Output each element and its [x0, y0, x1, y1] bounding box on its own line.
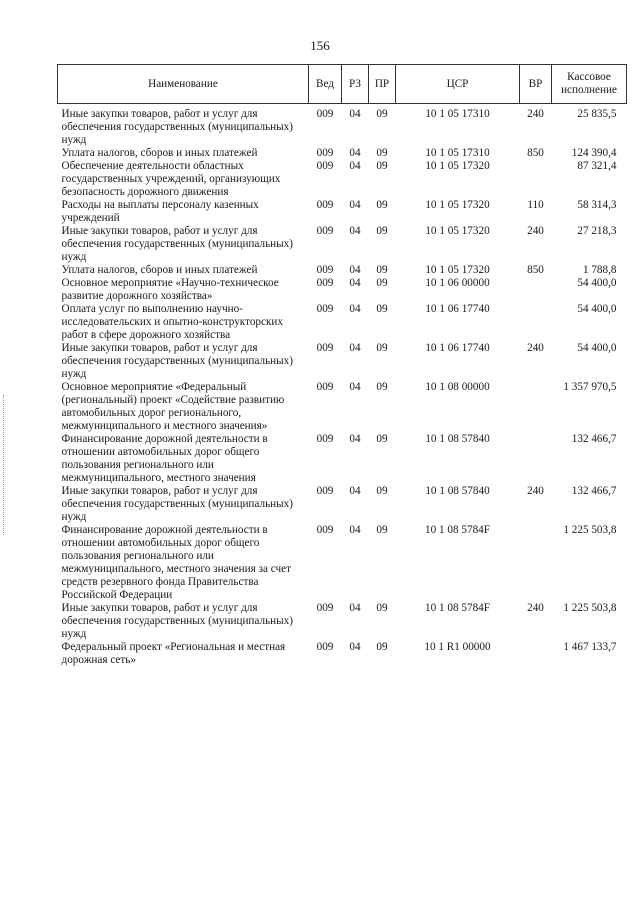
cell-sum: 27 218,3	[577, 225, 617, 237]
cell-pr: 09	[376, 485, 388, 497]
cell-name: Финансирование дорожной деятельности в отношении автомобильных дорог общего пользования регионального или межмуниципального, местного значения за счет средств резервного фонда Правительства Российской Федерации	[61, 524, 292, 601]
cell-ved: 009	[316, 147, 334, 159]
cell-vr	[520, 641, 552, 667]
header-rz: РЗ	[342, 65, 369, 104]
cell-pr: 09	[376, 381, 388, 393]
cell-name: Федеральный проект «Региональная и местная дорожная сеть»	[61, 641, 286, 666]
cell-sum: 58 314,3	[577, 199, 617, 211]
cell-ved: 009	[316, 524, 334, 536]
budget-table	[57, 64, 627, 667]
cell-name: Уплата налогов, сборов и иных платежей	[61, 264, 258, 276]
cell-sum: 54 400,0	[577, 303, 617, 315]
cell-sum: 25 835,5	[577, 108, 617, 120]
header-ved: Вед	[309, 65, 342, 104]
table-body	[58, 104, 627, 668]
cell-csr: 10 1 05 17320	[425, 264, 490, 276]
table-row	[58, 342, 627, 381]
cell-rz: 04	[349, 485, 361, 497]
cell-rz: 04	[349, 264, 361, 276]
cell-sum: 1 225 503,8	[563, 524, 617, 536]
cell-vr: 240	[527, 485, 544, 497]
cell-ved: 009	[316, 485, 334, 497]
cell-ved: 009	[316, 108, 334, 120]
cell-csr: 10 1 08 57840	[425, 433, 490, 445]
cell-vr	[520, 433, 552, 485]
table-row	[58, 225, 627, 264]
cell-sum: 54 400,0	[577, 342, 617, 354]
table-row	[58, 524, 627, 602]
cell-csr: 10 1 06 17740	[425, 342, 490, 354]
cell-name: Иные закупки товаров, работ и услуг для обеспечения государственных (муниципальных) нужд	[61, 108, 293, 146]
cell-ved: 009	[316, 381, 334, 393]
cell-ved: 009	[316, 342, 334, 354]
cell-vr	[520, 277, 552, 303]
cell-ved: 009	[316, 225, 334, 237]
cell-pr: 09	[376, 199, 388, 211]
cell-name: Финансирование дорожной деятельности в отношении автомобильных дорог общего пользования регионального или межмуниципального, местного значения	[61, 433, 268, 484]
cell-ved: 009	[316, 264, 334, 276]
cell-pr: 09	[376, 147, 388, 159]
cell-rz: 04	[349, 303, 361, 315]
cell-name: Обеспечение деятельности областных государственных учреждений, организующих безопасность дорожного движения	[61, 160, 281, 198]
header-csr: ЦСР	[396, 65, 520, 104]
cell-rz: 04	[349, 147, 361, 159]
cell-csr: 10 1 05 17310	[425, 147, 490, 159]
cell-pr: 09	[376, 264, 388, 276]
cell-rz: 04	[349, 225, 361, 237]
table-row	[58, 264, 627, 277]
cell-csr: 10 1 08 57840	[425, 485, 490, 497]
cell-sum: 54 400,0	[577, 277, 617, 289]
cell-rz: 04	[349, 199, 361, 211]
cell-vr: 850	[527, 147, 544, 159]
cell-sum: 87 321,4	[577, 160, 617, 172]
cell-vr: 110	[527, 199, 544, 211]
cell-csr: 10 1 05 17320	[425, 225, 490, 237]
table-row	[58, 160, 627, 199]
table-row	[58, 381, 627, 433]
cell-name: Иные закупки товаров, работ и услуг для обеспечения государственных (муниципальных) нужд	[61, 602, 293, 640]
cell-rz: 04	[349, 108, 361, 120]
cell-vr	[520, 524, 552, 602]
cell-sum: 1 788,8	[582, 264, 617, 276]
table-row	[58, 641, 627, 667]
cell-csr: 10 1 08 5784F	[425, 602, 490, 614]
header-vr: ВР	[520, 65, 552, 104]
cell-name: Иные закупки товаров, работ и услуг для обеспечения государственных (муниципальных) нужд	[61, 225, 293, 263]
cell-pr: 09	[376, 303, 388, 315]
table-row	[58, 303, 627, 342]
cell-sum: 132 466,7	[571, 485, 617, 497]
cell-csr: 10 1 06 17740	[425, 303, 490, 315]
cell-pr: 09	[376, 641, 388, 653]
cell-csr: 10 1 05 17320	[425, 160, 490, 172]
cell-pr: 09	[376, 433, 388, 445]
cell-name: Оплата услуг по выполнению научно-исследовательских и опытно-конструкторских работ в сфере дорожного хозяйства	[61, 303, 283, 341]
cell-pr: 09	[376, 342, 388, 354]
cell-pr: 09	[376, 160, 388, 172]
margin-mark	[3, 395, 8, 535]
cell-pr: 09	[376, 602, 388, 614]
cell-rz: 04	[349, 342, 361, 354]
table-row	[58, 147, 627, 160]
header-sum: Кассовое исполнение	[552, 65, 627, 104]
cell-vr: 240	[527, 108, 544, 120]
cell-rz: 04	[349, 602, 361, 614]
cell-sum: 1 225 503,8	[563, 602, 617, 614]
page-number: 156	[310, 38, 330, 53]
cell-rz: 04	[349, 381, 361, 393]
cell-pr: 09	[376, 524, 388, 536]
table-row	[58, 602, 627, 641]
table-row	[58, 433, 627, 485]
table-row	[58, 104, 627, 148]
cell-ved: 009	[316, 602, 334, 614]
header-pr: ПР	[369, 65, 396, 104]
table-row	[58, 485, 627, 524]
cell-rz: 04	[349, 277, 361, 289]
cell-name: Уплата налогов, сборов и иных платежей	[61, 147, 258, 159]
cell-rz: 04	[349, 524, 361, 536]
cell-vr	[520, 381, 552, 433]
cell-vr: 240	[527, 342, 544, 354]
cell-ved: 009	[316, 199, 334, 211]
cell-vr	[520, 160, 552, 199]
cell-vr: 240	[527, 225, 544, 237]
cell-csr: 10 1 R1 00000	[424, 641, 491, 653]
cell-sum: 124 390,4	[571, 147, 617, 159]
cell-csr: 10 1 06 00000	[425, 277, 490, 289]
cell-rz: 04	[349, 641, 361, 653]
cell-vr: 850	[527, 264, 544, 276]
cell-sum: 132 466,7	[571, 433, 617, 445]
cell-name: Иные закупки товаров, работ и услуг для обеспечения государственных (муниципальных) нужд	[61, 485, 293, 523]
table-row	[58, 199, 627, 225]
cell-rz: 04	[349, 433, 361, 445]
cell-name: Основное мероприятие «Федеральный (региональный) проект «Содействие развитию автомобильных дорог регионального, межмуниципального и местного значения»	[61, 381, 285, 432]
header-name: Наименование	[58, 65, 309, 104]
cell-csr: 10 1 08 00000	[425, 381, 490, 393]
cell-sum: 1 357 970,5	[563, 381, 617, 393]
cell-name: Иные закупки товаров, работ и услуг для обеспечения государственных (муниципальных) нужд	[61, 342, 293, 380]
cell-ved: 009	[316, 303, 334, 315]
cell-pr: 09	[376, 108, 388, 120]
table-header	[58, 65, 627, 104]
cell-ved: 009	[316, 160, 334, 172]
cell-vr	[520, 303, 552, 342]
cell-csr: 10 1 05 17310	[425, 108, 490, 120]
cell-ved: 009	[316, 641, 334, 653]
table-row	[58, 277, 627, 303]
cell-rz: 04	[349, 160, 361, 172]
cell-csr: 10 1 05 17320	[425, 199, 490, 211]
cell-name: Основное мероприятие «Научно-техническое развитие дорожного хозяйства»	[61, 277, 279, 302]
cell-name: Расходы на выплаты персоналу казенных учреждений	[61, 199, 259, 224]
cell-vr: 240	[527, 602, 544, 614]
cell-ved: 009	[316, 433, 334, 445]
cell-pr: 09	[376, 277, 388, 289]
cell-ved: 009	[316, 277, 334, 289]
cell-sum: 1 467 133,7	[563, 641, 617, 653]
cell-pr: 09	[376, 225, 388, 237]
cell-csr: 10 1 08 5784F	[425, 524, 490, 536]
